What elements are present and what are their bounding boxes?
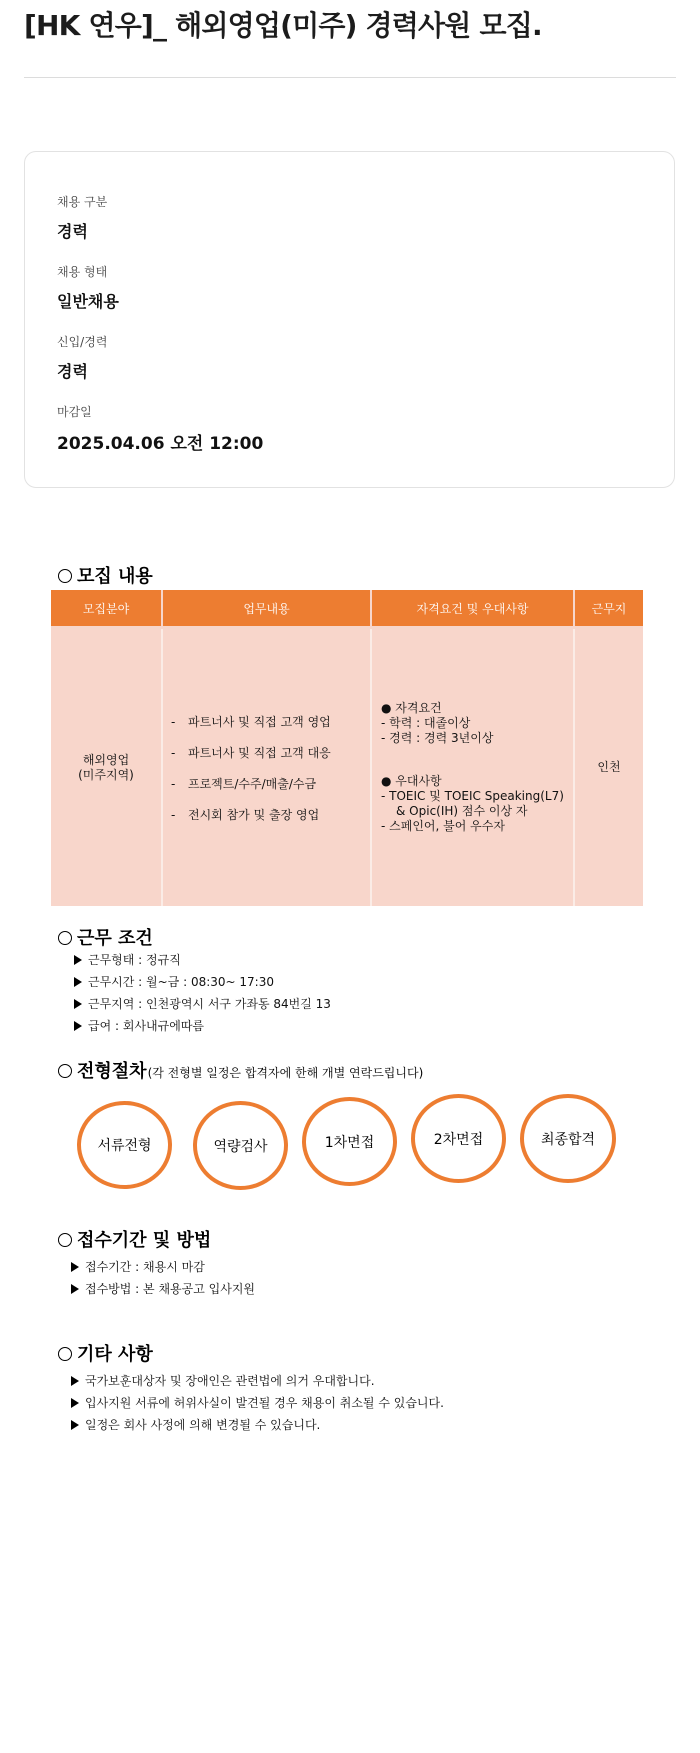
preference-title: ● 우대사항 [381, 774, 442, 788]
apply-text: 접수기간 : 채용시 마감 [85, 1260, 205, 1274]
recruit-field-cell [51, 628, 162, 907]
summary-deadline [57, 403, 263, 454]
table-header-cell: 근무지 [574, 590, 643, 628]
condition-text: 급여 : 회사내규에따름 [88, 1019, 205, 1033]
title-divider [24, 77, 676, 78]
list-item [71, 1392, 444, 1414]
section-title: 모집 내용 [77, 566, 153, 587]
preference-item-continued: & Opic(IH) 점수 이상 자 [396, 804, 528, 818]
apply-heading [58, 1226, 211, 1252]
page-title: [HK 연우]_ 해외영업(미주) 경력사원 모집. [24, 9, 542, 42]
condition-text: 근무형태 : 정규직 [88, 953, 181, 967]
triangle-bullet-icon [74, 977, 82, 987]
triangle-bullet-icon [74, 999, 82, 1009]
list-item [171, 744, 370, 761]
triangle-bullet-icon [71, 1284, 79, 1294]
list-item [171, 806, 370, 823]
triangle-bullet-icon [71, 1420, 79, 1430]
process-step: 최종합격 [520, 1094, 616, 1183]
qualification-title: ● 자격요건 [381, 701, 442, 715]
process-step: 역량검사 [193, 1101, 288, 1190]
summary-label: 마감일 [57, 405, 92, 419]
table-header-cell: 모집분야 [51, 590, 162, 628]
list-item [71, 1278, 255, 1300]
table-row [51, 628, 643, 907]
conditions-list [74, 949, 331, 1037]
triangle-bullet-icon [71, 1376, 79, 1386]
summary-label: 채용 형태 [57, 265, 108, 279]
qualification-item: - 경력 : 경력 3년이상 [381, 731, 494, 745]
table-header-row [51, 590, 643, 628]
list-item [74, 993, 331, 1015]
process-note: (각 전형별 일정은 합격자에 한해 개별 연락드립니다) [147, 1066, 424, 1080]
job-summary-card [24, 151, 675, 488]
summary-hire-type [57, 263, 119, 312]
section-title: 기타 사항 [77, 1344, 153, 1365]
conditions-heading [58, 924, 153, 950]
preference-item: - 스페인어, 불어 우수자 [381, 819, 505, 833]
summary-value: 경력 [57, 362, 88, 381]
summary-value: 일반채용 [57, 292, 119, 311]
process-heading [58, 1057, 423, 1083]
duty-text: 전시회 참가 및 출장 영업 [188, 807, 320, 822]
summary-value: 경력 [57, 222, 88, 241]
preference-item: - TOEIC 및 TOEIC Speaking(L7) [381, 789, 564, 803]
summary-label: 신입/경력 [57, 335, 108, 349]
dash-mark: - [171, 745, 176, 760]
recruit-field-name: 해외영업 [82, 752, 130, 767]
list-item [74, 971, 331, 993]
dash-mark: - [171, 714, 176, 729]
apply-list [71, 1256, 255, 1300]
circle-bullet-icon [58, 931, 72, 945]
triangle-bullet-icon [74, 955, 82, 965]
section-title: 전형절차 [77, 1061, 147, 1082]
triangle-bullet-icon [71, 1398, 79, 1408]
process-step: 2차면접 [411, 1094, 506, 1183]
duty-text: 프로젝트/수주/매출/수금 [188, 776, 317, 791]
etc-text: 일정은 회사 사정에 의해 변경될 수 있습니다. [85, 1418, 321, 1432]
table-header-cell: 자격요건 및 우대사항 [371, 590, 574, 628]
dash-mark: - [171, 776, 176, 791]
etc-heading [58, 1340, 153, 1366]
summary-hire-category [57, 193, 107, 242]
circle-bullet-icon [58, 1347, 72, 1361]
section-title: 근무 조건 [77, 928, 153, 949]
list-item [171, 713, 370, 730]
list-item [74, 1015, 331, 1037]
section-title: 접수기간 및 방법 [77, 1230, 212, 1251]
summary-label: 채용 구분 [57, 195, 108, 209]
duty-text: 파트너사 및 직접 고객 대응 [188, 745, 331, 760]
etc-text: 국가보훈대상자 및 장애인은 관련법에 의거 우대합니다. [85, 1374, 375, 1388]
process-step: 서류전형 [77, 1101, 172, 1189]
list-item [71, 1256, 255, 1278]
recruit-field-region: (미주지역) [78, 767, 134, 782]
qualifications-cell [371, 628, 574, 907]
summary-career-level [57, 333, 107, 382]
process-step: 1차면접 [302, 1097, 397, 1186]
list-item [171, 775, 370, 792]
location-cell: 인천 [574, 628, 643, 907]
duties-cell [162, 628, 371, 907]
summary-value: 2025.04.06 오전 12:00 [57, 434, 264, 454]
qualification-item: - 학력 : 대졸이상 [381, 716, 471, 730]
etc-text: 입사지원 서류에 허위사실이 발견될 경우 채용이 취소될 수 있습니다. [85, 1396, 444, 1410]
duties-list [163, 713, 370, 823]
list-item [74, 949, 331, 971]
circle-bullet-icon [58, 1233, 72, 1247]
etc-list [71, 1370, 444, 1436]
circle-bullet-icon [58, 569, 72, 583]
triangle-bullet-icon [71, 1262, 79, 1272]
triangle-bullet-icon [74, 1021, 82, 1031]
recruit-table [51, 590, 643, 906]
condition-text: 근무지역 : 인천광역시 서구 가좌동 84번길 13 [88, 997, 331, 1011]
recruit-heading [58, 562, 153, 588]
table-header-cell: 업무내용 [162, 590, 371, 628]
duty-text: 파트너사 및 직접 고객 영업 [188, 714, 331, 729]
circle-bullet-icon [58, 1064, 72, 1078]
apply-text: 접수방법 : 본 채용공고 입사지원 [85, 1282, 255, 1296]
dash-mark: - [171, 807, 176, 822]
list-item [71, 1370, 444, 1392]
qualifications-block [372, 701, 573, 834]
condition-text: 근무시간 : 월~금 : 08:30~ 17:30 [88, 975, 274, 989]
list-item [71, 1414, 444, 1436]
